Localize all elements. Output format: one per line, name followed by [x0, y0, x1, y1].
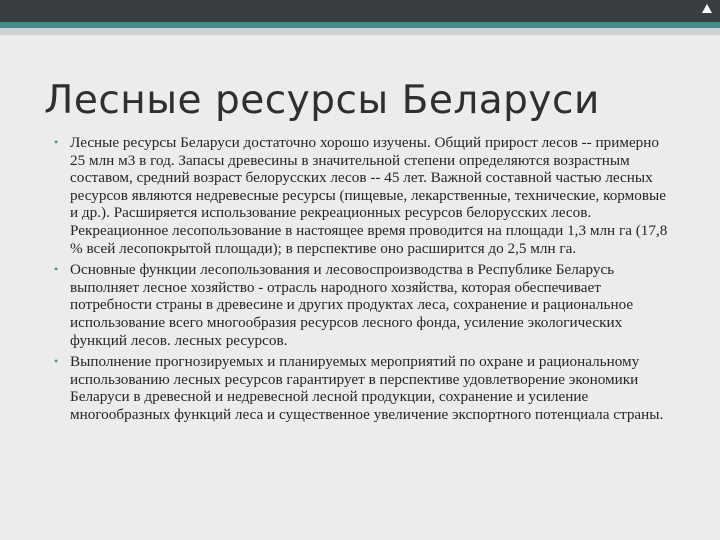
triangle-icon	[702, 4, 712, 13]
bullet-item-forest-resources	[48, 134, 672, 257]
bullet-text: Лесные ресурсы Беларуси достаточно хорошо изучены. Общий прирост лесов -- примерно 25 млн м3 в год. Запасы древесины в значительной степени определяются возрастным составом, средний возраст белорусских лесов -- 45 лет. Важной составной частью лесных ресурсов являются недревесные ресурсы (пищевые, лекарственные, технические, кормовые и др.). Расширяется использование рекреационных ресурсов белорусских лесов. Рекреационное лесопользование в настоящее время проводится на площади 1,3 млн га (17,8 % всей лесопокрытой площади); в перспективе оно расширится до 2,5 млн га.	[70, 134, 668, 257]
light-stripe	[0, 28, 720, 35]
bullet-icon: •	[54, 354, 59, 369]
bullet-item-planned-measures	[48, 353, 672, 423]
bullet-item-forestry-functions	[48, 261, 672, 349]
bullet-text: Выполнение прогнозируемых и планируемых мероприятий по охране и рациональному использованию лесных ресурсов гарантирует в перспективе удовлетворение экономики Беларуси в древесной и недревесной лесной продукции, сохранение и усиление многообразных функций леса и существенное увеличение экспортного потенциала страны.	[70, 353, 664, 423]
bullet-icon: •	[54, 135, 59, 149]
bullet-list	[48, 134, 672, 428]
bullet-text: Основные функции лесопользования и лесовоспроизводства в Республике Беларусь выполняет лесное хозяйство - отрасль народного хозяйства, которая обеспечивает потребности страны в древесине и других продуктах леса, сохранение и рациональное использование всего многообразия ресурсов лесного фонда, усиление экологических функций лесов. лесных ресурсов.	[70, 261, 634, 349]
bullet-icon: •	[54, 262, 59, 277]
header-band	[0, 0, 720, 22]
slide-title: Лесные ресурсы Беларуси	[44, 78, 600, 123]
